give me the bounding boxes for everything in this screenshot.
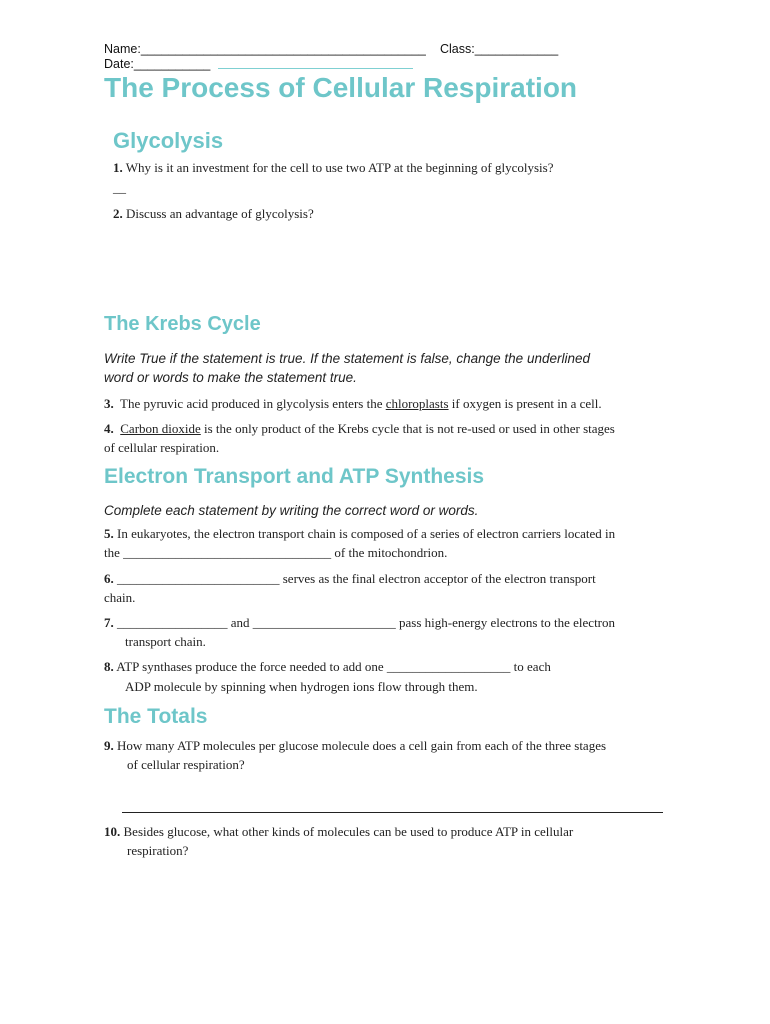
page-title: The Process of Cellular Respiration [104,72,578,103]
question-3 [104,394,602,413]
q7-number: 7. [104,615,114,630]
date-line [104,57,210,71]
krebs-instruction-line2: word or words to make the statement true. [104,370,357,385]
q5-number: 5. [104,526,114,541]
q7-line1[interactable]: _________________ and ______________________ pass high-energy electrons to the electron [117,615,616,630]
etc-heading: Electron Transport and ATP Synthesis [104,465,485,488]
q7-line2: transport chain. [125,634,206,649]
q3-underlined-term: chloroplasts [385,396,449,411]
question-9 [104,736,606,755]
date-blank[interactable]: ___________ [133,57,211,71]
question-5 [104,524,615,543]
class-line [440,42,558,56]
question-8 [104,657,551,676]
date-label: Date: [104,57,134,71]
q4-text-post: is the only product of the Krebs cycle that is not re-used or used in other stages [204,421,615,436]
name-label: Name: [104,42,141,56]
q10-line2: respiration? [127,843,189,858]
q5-line1: In eukaryotes, the electron transport chain is composed of a series of electron carriers located in [117,526,616,541]
q10-number: 10. [104,824,121,839]
etc-instruction: Complete each statement by writing the correct word or words. [104,503,479,518]
q3-number: 3. [104,396,114,411]
krebs-heading: The Krebs Cycle [104,313,261,335]
q5-line2[interactable]: the ________________________________ of the mitochondrion. [104,545,448,560]
q10-line1: Besides glucose, what other kinds of molecules can be used to produce ATP in cellular [123,824,574,839]
krebs-instruction-line1: Write True if the statement is true. If the statement is false, change the underlined [104,351,590,366]
q9-answer-line[interactable] [122,812,663,813]
question-2 [113,204,314,223]
q4-number: 4. [104,421,114,436]
q9-line2: of cellular respiration? [127,757,245,772]
q1-number: 1. [113,160,123,175]
q8-number: 8. [104,659,114,674]
q1-text: Why is it an investment for the cell to use two ATP at the beginning of glycolysis? [125,160,554,175]
name-line [104,42,426,56]
question-10 [104,822,573,841]
q6-line2: chain. [104,590,136,605]
q3-text-pre: The pyruvic acid produced in glycolysis enters the [120,396,383,411]
totals-heading: The Totals [104,705,208,728]
q6-line1[interactable]: _________________________ serves as the final electron acceptor of the electron transport [117,571,596,586]
title-divider [218,68,413,69]
q4-line2: of cellular respiration. [104,440,220,455]
q8-line1[interactable]: ATP synthases produce the force needed to add one ___________________ to each [116,659,551,674]
q4-underlined-term: Carbon dioxide [120,421,201,436]
class-blank[interactable]: ____________ [474,42,559,56]
question-4 [104,419,615,438]
class-label: Class: [440,42,475,56]
q8-line2: ADP molecule by spinning when hydrogen ions flow through them. [125,679,478,694]
q1-answer-mark[interactable]: __ [113,180,126,195]
q6-number: 6. [104,571,114,586]
q2-number: 2. [113,206,123,221]
question-7 [104,613,615,632]
name-blank[interactable]: _________________________________________ [140,42,426,56]
q3-text-post: if oxygen is present in a cell. [451,396,602,411]
question-1 [113,158,554,177]
question-6 [104,569,596,588]
q9-number: 9. [104,738,114,753]
q9-line1: How many ATP molecules per glucose molecule does a cell gain from each of the three stages [117,738,607,753]
q2-text: Discuss an advantage of glycolysis? [126,206,314,221]
glycolysis-heading: Glycolysis [113,128,224,153]
